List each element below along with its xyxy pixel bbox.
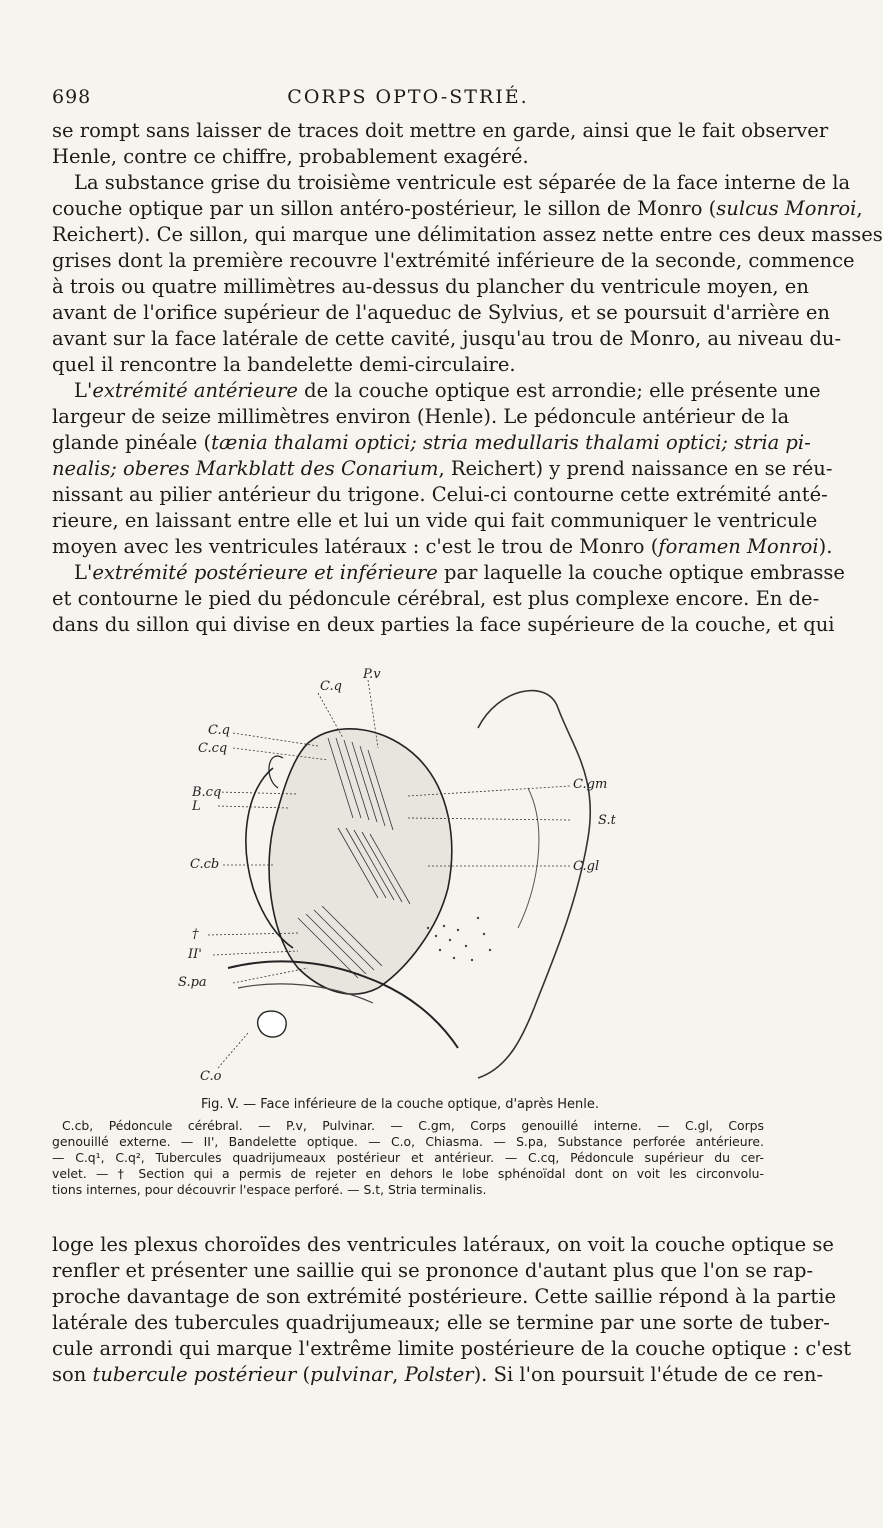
label-spa: S.pa [178, 975, 207, 990]
text-line: avant de l'orifice supérieur de l'aqueduc de Sylvius, et se poursuit d'arrière en [52, 301, 830, 324]
text-line: L'extrémité antérieure de la couche optique est arrondie; elle présente une [74, 379, 821, 402]
label-l: L [192, 799, 201, 814]
page-number: 698 [52, 86, 92, 108]
page-header [52, 86, 764, 112]
text-line: rieure, en laissant entre elle et lui un vide qui fait communiquer le ventricule [52, 509, 818, 532]
legend-line: velet. — † Section qui a permis de rejeter en dehors le lobe sphénoïdal dont on voit les circonvolu- [52, 1166, 764, 1181]
text-line: Henle, contre ce chiffre, probablement exagéré. [52, 145, 529, 168]
stippling [427, 917, 491, 961]
legend-line: genouillé externe. — II', Bandelette optique. — C.o, Chiasma. — S.pa, Substance perforée antérieure. [52, 1134, 764, 1149]
text-line: La substance grise du troisième ventricule est séparée de la face interne de la [74, 171, 851, 194]
legend-line: C.cb, Pédoncule cérébral. — P.v, Pulvinar. — C.gm, Corps genouillé interne. — C.gl, Corps [62, 1118, 764, 1133]
text-line: proche davantage de son extrémité postérieure. Cette saillie répond à la partie [52, 1285, 836, 1308]
text-line: nissant au pilier antérieur du trigone. Celui-ci contourne cette extrémité anté- [52, 483, 828, 506]
legend-line: tions internes, pour découvrir l'espace perforé. — S.t, Stria terminalis. [52, 1182, 487, 1197]
brain-illustration [178, 668, 698, 1088]
text-line: nealis; oberes Markblatt des Conarium, Reichert) y prend naissance en se réu- [52, 457, 833, 480]
text-line: renfler et présenter une saillie qui se prononce d'autant plus que l'on se rap- [52, 1259, 814, 1282]
figure-legend [52, 1118, 764, 1198]
text-line: quel il rencontre la bandelette demi-circulaire. [52, 353, 516, 376]
label-pv: P.v [363, 667, 381, 682]
running-title: CORPS OPTO-STRIÉ. [287, 86, 529, 108]
text-line: Reichert). Ce sillon, qui marque une délimitation assez nette entre ces deux masses [52, 223, 883, 246]
label-ccb: C.cb [190, 857, 220, 872]
label-cq1: C.q [208, 723, 230, 738]
body-text-bottom [52, 1232, 852, 1388]
text-line: couche optique par un sillon antéro-postérieur, le sillon de Monro (sulcus Monroi, [52, 197, 863, 220]
text-line: largeur de seize millimètres environ (Henle). Le pédoncule antérieur de la [52, 405, 790, 428]
label-cq-top: C.q [320, 679, 342, 694]
text-line: dans du sillon qui divise en deux parties la face supérieure de la couche, et qui [52, 613, 835, 636]
text-line: latérale des tubercules quadrijumeaux; elle se termine par une sorte de tuber- [52, 1311, 830, 1334]
text-line: grises dont la première recouvre l'extrémité inférieure de la seconde, commence [52, 249, 855, 272]
text-line: son tubercule postérieur (pulvinar, Polster). Si l'on poursuit l'étude de ce ren- [52, 1363, 824, 1386]
figure-caption: Fig. V. — Face inférieure de la couche optique, d'après Henle. [201, 1097, 599, 1112]
text-line: loge les plexus choroïdes des ventricules latéraux, on voit la couche optique se [52, 1233, 834, 1256]
legend-line: — C.q¹, C.q², Tubercules quadrijumeaux postérieur et antérieur. — C.cq, Pédoncule supérieur du cer- [52, 1150, 764, 1165]
body-text-top [52, 118, 883, 638]
text-line: moyen avec les ventricules latéraux : c'est le trou de Monro (foramen Monroi). [52, 535, 833, 558]
label-co: C.o [200, 1069, 222, 1084]
label-ccq: C.cq [198, 741, 228, 756]
text-line: glande pinéale (tænia thalami optici; stria medullaris thalami optici; stria pi- [52, 431, 811, 454]
text-line: se rompt sans laisser de traces doit mettre en garde, ainsi que le fait observer [52, 119, 829, 142]
text-line: cule arrondi qui marque l'extrême limite postérieure de la couche optique : c'est [52, 1337, 852, 1360]
label-cgm: C.gm [573, 777, 608, 792]
figure [178, 668, 698, 1088]
label-dagger: † [192, 927, 199, 942]
text-line: avant sur la face latérale de cette cavité, jusqu'au trou de Monro, au niveau du- [52, 327, 842, 350]
label-ii: II' [188, 947, 202, 962]
label-bcq: B.cq [192, 785, 222, 800]
text-line: à trois ou quatre millimètres au-dessus du plancher du ventricule moyen, en [52, 275, 809, 298]
text-line: et contourne le pied du pédoncule cérébral, est plus complexe encore. En de- [52, 587, 820, 610]
label-st: S.t [598, 813, 616, 828]
text-line: L'extrémité postérieure et inférieure par laquelle la couche optique embrasse [74, 561, 845, 584]
label-cgl: C.gl [573, 859, 600, 874]
